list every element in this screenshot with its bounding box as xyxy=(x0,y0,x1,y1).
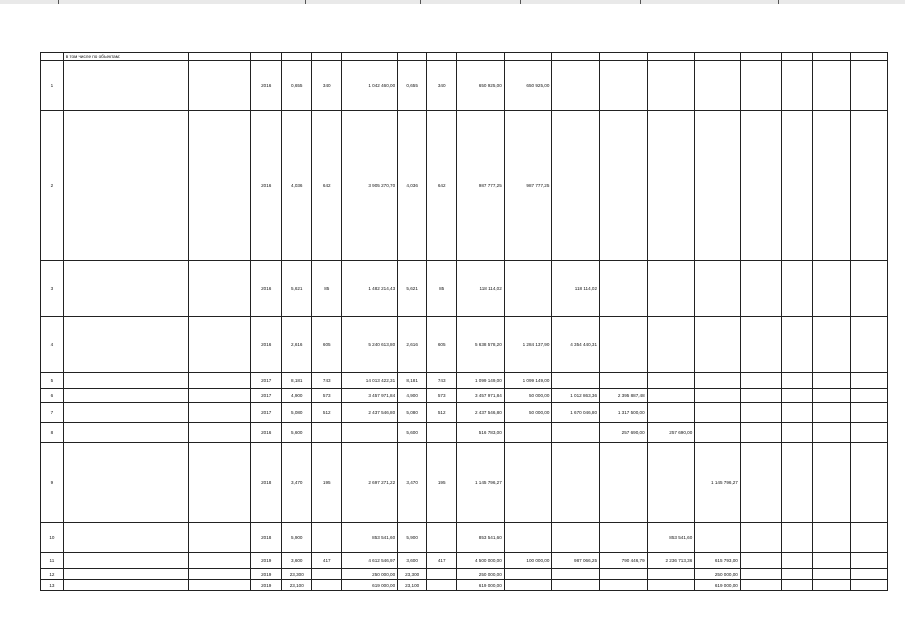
cell-a2: 23,100 xyxy=(398,580,427,591)
cell-num: 9 xyxy=(41,443,64,523)
cell-num: 13 xyxy=(41,580,64,591)
table-row xyxy=(41,443,888,523)
cell-f2: 118 114,02 xyxy=(552,261,600,317)
cell-a: 4,036 xyxy=(282,111,312,261)
cell-f7 xyxy=(782,317,813,373)
cell-a2: 4,036 xyxy=(398,111,427,261)
cell-docs xyxy=(189,553,251,569)
cell-f3: 2 395 887,48 xyxy=(600,389,648,403)
cell-cost: 4 612 546,97 xyxy=(342,553,398,569)
cell-docs xyxy=(189,373,251,389)
cell-a: 3,600 xyxy=(282,553,312,569)
cell-f1 xyxy=(504,580,552,591)
cell-b2 xyxy=(427,423,457,443)
cell-year: 2017 xyxy=(251,373,282,389)
cell-b2: 417 xyxy=(427,553,457,569)
cell-f9 xyxy=(850,423,887,443)
cell-b: 605 xyxy=(312,317,342,373)
cell-f5: 250 000,00 xyxy=(695,569,741,580)
cell-f7 xyxy=(782,61,813,111)
cell-f9 xyxy=(850,61,887,111)
cell-f4 xyxy=(647,443,695,523)
table-body xyxy=(41,61,888,591)
cell-total: 2 437 546,80 xyxy=(457,403,505,423)
cell-f3 xyxy=(600,569,648,580)
cell-b2 xyxy=(427,523,457,553)
cell-name xyxy=(63,261,188,317)
cell-f9 xyxy=(850,523,887,553)
cell-b: 85 xyxy=(312,261,342,317)
cell-f7 xyxy=(782,423,813,443)
cell-name xyxy=(63,553,188,569)
cell-f8 xyxy=(813,403,850,423)
cell-docs xyxy=(189,443,251,523)
cell-b: 642 xyxy=(312,111,342,261)
cell-f7 xyxy=(782,111,813,261)
cell-f6 xyxy=(740,553,781,569)
cell-f6 xyxy=(740,569,781,580)
cell-f6 xyxy=(740,423,781,443)
cell-docs xyxy=(189,111,251,261)
cell-f4: 257 690,00 xyxy=(647,423,695,443)
cell-b: 417 xyxy=(312,553,342,569)
cell-name xyxy=(63,373,188,389)
cell-f1 xyxy=(504,443,552,523)
cell-f7 xyxy=(782,373,813,389)
edge-tick xyxy=(640,0,641,4)
cell-f4 xyxy=(647,569,695,580)
table-row xyxy=(41,423,888,443)
cell-f2: 1 670 046,80 xyxy=(552,403,600,423)
table-row xyxy=(41,389,888,403)
cell-name xyxy=(63,443,188,523)
cell-year: 2019 xyxy=(251,553,282,569)
cell-f6 xyxy=(740,317,781,373)
table-row xyxy=(41,61,888,111)
cell-num: 3 xyxy=(41,261,64,317)
cell-b2: 605 xyxy=(427,317,457,373)
cell-f3: 257 690,00 xyxy=(600,423,648,443)
cell-f1 xyxy=(504,523,552,553)
cell-f6 xyxy=(740,373,781,389)
cell-total: 650 925,00 xyxy=(457,61,505,111)
cell-f3 xyxy=(600,523,648,553)
cell-a: 5,900 xyxy=(282,523,312,553)
table-row xyxy=(41,403,888,423)
cell-name xyxy=(63,61,188,111)
cell-a2: 8,181 xyxy=(398,373,427,389)
cell-f9 xyxy=(850,569,887,580)
cell-b2: 743 xyxy=(427,373,457,389)
cell-a: 2,616 xyxy=(282,317,312,373)
cell-a: 8,181 xyxy=(282,373,312,389)
cell-total: 1 145 796,27 xyxy=(457,443,505,523)
cell-f7 xyxy=(782,553,813,569)
cell-f9 xyxy=(850,317,887,373)
cell-f2 xyxy=(552,523,600,553)
cell-total: 853 541,60 xyxy=(457,523,505,553)
cell-a: 23,100 xyxy=(282,580,312,591)
cell-b2: 642 xyxy=(427,111,457,261)
edge-tick xyxy=(778,0,779,4)
cell-f8 xyxy=(813,61,850,111)
table-row xyxy=(41,553,888,569)
cell-name xyxy=(63,317,188,373)
cell-cost: 250 000,00 xyxy=(342,569,398,580)
cell-cost: 1 042 460,00 xyxy=(342,61,398,111)
cell-docs xyxy=(189,403,251,423)
cell-f3 xyxy=(600,580,648,591)
cell-f9 xyxy=(850,403,887,423)
cell-num: 1 xyxy=(41,61,64,111)
cell-f2 xyxy=(552,61,600,111)
cell-f8 xyxy=(813,389,850,403)
cell-f2: 1 012 863,36 xyxy=(552,389,600,403)
cell-year: 2018 xyxy=(251,523,282,553)
cell-a: 5,080 xyxy=(282,403,312,423)
cell-b: 512 xyxy=(312,403,342,423)
table-row xyxy=(41,111,888,261)
cell-f5: 615 793,00 xyxy=(695,553,741,569)
cell-b2: 195 xyxy=(427,443,457,523)
cell-b: 743 xyxy=(312,373,342,389)
cell-total: 3 457 971,84 xyxy=(457,389,505,403)
cell-f2 xyxy=(552,373,600,389)
cell-f7 xyxy=(782,261,813,317)
cell-total: 118 114,02 xyxy=(457,261,505,317)
cell-f2 xyxy=(552,423,600,443)
cell-num: 6 xyxy=(41,389,64,403)
cell-num: 2 xyxy=(41,111,64,261)
cell-year: 2017 xyxy=(251,403,282,423)
cell-f2 xyxy=(552,111,600,261)
cell-f8 xyxy=(813,443,850,523)
cell-f8 xyxy=(813,569,850,580)
cell-f1: 1 284 137,90 xyxy=(504,317,552,373)
cell-f5: 1 145 796,27 xyxy=(695,443,741,523)
cell-a: 23,300 xyxy=(282,569,312,580)
cell-f1: 1 099 149,00 xyxy=(504,373,552,389)
cell-num: 10 xyxy=(41,523,64,553)
cell-f7 xyxy=(782,523,813,553)
cell-num: 7 xyxy=(41,403,64,423)
cell-year: 2016 xyxy=(251,317,282,373)
cell-num: 5 xyxy=(41,373,64,389)
cell-f7 xyxy=(782,569,813,580)
cell-f2 xyxy=(552,580,600,591)
cell-f9 xyxy=(850,261,887,317)
cell-b2: 573 xyxy=(427,389,457,403)
cell-f3 xyxy=(600,373,648,389)
cell-total: 5 638 578,20 xyxy=(457,317,505,373)
cell-a2: 23,300 xyxy=(398,569,427,580)
cell-f1: 50 000,00 xyxy=(504,389,552,403)
cell-f4 xyxy=(647,261,695,317)
cell-docs xyxy=(189,569,251,580)
cell-name xyxy=(63,389,188,403)
cell-docs xyxy=(189,580,251,591)
table-row xyxy=(41,569,888,580)
cell-f8 xyxy=(813,580,850,591)
cell-a: 5,621 xyxy=(282,261,312,317)
cell-cost: 619 000,00 xyxy=(342,580,398,591)
cell-docs xyxy=(189,423,251,443)
cell-b: 573 xyxy=(312,389,342,403)
cell-f9 xyxy=(850,553,887,569)
cell-num: 4 xyxy=(41,317,64,373)
cell-f2: 4 354 440,31 xyxy=(552,317,600,373)
cell-total: 4 500 000,00 xyxy=(457,553,505,569)
cell-num: 12 xyxy=(41,569,64,580)
cell-f4 xyxy=(647,317,695,373)
cell-a2: 5,621 xyxy=(398,261,427,317)
cell-f2: 987 066,25 xyxy=(552,553,600,569)
table-row xyxy=(41,523,888,553)
cell-a: 0,655 xyxy=(282,61,312,111)
cell-f8 xyxy=(813,261,850,317)
cell-year: 2019 xyxy=(251,569,282,580)
cell-f4 xyxy=(647,373,695,389)
cell-f3: 1 317 500,00 xyxy=(600,403,648,423)
cell-year: 2017 xyxy=(251,389,282,403)
cell-total: 250 000,00 xyxy=(457,569,505,580)
table-row xyxy=(41,373,888,389)
cell-cost xyxy=(342,423,398,443)
cell-a2: 5,600 xyxy=(398,423,427,443)
cell-f1 xyxy=(504,423,552,443)
cell-f9 xyxy=(850,389,887,403)
cell-f9 xyxy=(850,443,887,523)
table-row xyxy=(41,317,888,373)
cell-f8 xyxy=(813,553,850,569)
cell-b2 xyxy=(427,569,457,580)
cell-f1: 100 000,00 xyxy=(504,553,552,569)
cell-f8 xyxy=(813,317,850,373)
cell-f8 xyxy=(813,423,850,443)
cell-f4 xyxy=(647,580,695,591)
cell-year: 2018 xyxy=(251,443,282,523)
cell-cost: 14 013 422,31 xyxy=(342,373,398,389)
cell-f2 xyxy=(552,443,600,523)
cell-f5 xyxy=(695,61,741,111)
cell-a2: 0,655 xyxy=(398,61,427,111)
cell-docs xyxy=(189,389,251,403)
cell-f5 xyxy=(695,261,741,317)
cell-b xyxy=(312,580,342,591)
cell-year: 2016 xyxy=(251,61,282,111)
table-row xyxy=(41,580,888,591)
cell-f7 xyxy=(782,580,813,591)
cell-f5 xyxy=(695,523,741,553)
cell-b2: 340 xyxy=(427,61,457,111)
cell-b2 xyxy=(427,580,457,591)
cell-f4 xyxy=(647,61,695,111)
cell-name xyxy=(63,111,188,261)
table-row xyxy=(41,261,888,317)
cell-f5 xyxy=(695,423,741,443)
cell-num: 8 xyxy=(41,423,64,443)
cell-f6 xyxy=(740,443,781,523)
cell-year: 2016 xyxy=(251,111,282,261)
cell-a: 4,900 xyxy=(282,389,312,403)
cell-f4 xyxy=(647,389,695,403)
cell-f7 xyxy=(782,389,813,403)
cell-f8 xyxy=(813,373,850,389)
cell-f4: 2 236 713,36 xyxy=(647,553,695,569)
cell-f6 xyxy=(740,111,781,261)
cell-b: 195 xyxy=(312,443,342,523)
cell-cost: 1 482 214,43 xyxy=(342,261,398,317)
cell-b xyxy=(312,523,342,553)
cell-a2: 4,900 xyxy=(398,389,427,403)
cell-f3 xyxy=(600,443,648,523)
cell-docs xyxy=(189,261,251,317)
cell-f8 xyxy=(813,523,850,553)
cell-f9 xyxy=(850,580,887,591)
edge-tick xyxy=(420,0,421,4)
cell-f5 xyxy=(695,373,741,389)
cell-f5: 619 000,00 xyxy=(695,580,741,591)
cell-a2: 5,080 xyxy=(398,403,427,423)
cell-name xyxy=(63,569,188,580)
cell-a: 3,470 xyxy=(282,443,312,523)
cell-f5 xyxy=(695,317,741,373)
section-header-row xyxy=(41,53,888,61)
cell-f6 xyxy=(740,61,781,111)
cell-cost: 3 905 270,70 xyxy=(342,111,398,261)
cell-f6 xyxy=(740,389,781,403)
cell-f5 xyxy=(695,389,741,403)
section-label: в том числе по объектам: xyxy=(63,53,188,61)
cell-docs xyxy=(189,61,251,111)
cell-f1 xyxy=(504,569,552,580)
cell-a2: 2,616 xyxy=(398,317,427,373)
cell-f1: 650 925,00 xyxy=(504,61,552,111)
cell-f4 xyxy=(647,403,695,423)
cell-f3: 790 446,79 xyxy=(600,553,648,569)
cell-b2: 512 xyxy=(427,403,457,423)
cell-a: 5,600 xyxy=(282,423,312,443)
cell-year: 2016 xyxy=(251,423,282,443)
cell-f7 xyxy=(782,403,813,423)
cell-f1: 50 000,00 xyxy=(504,403,552,423)
cell-f6 xyxy=(740,580,781,591)
top-edge-strip xyxy=(0,0,905,4)
edge-tick xyxy=(520,0,521,4)
cell-total: 619 000,00 xyxy=(457,580,505,591)
cell-f9 xyxy=(850,373,887,389)
cell-a2: 3,600 xyxy=(398,553,427,569)
cell-f6 xyxy=(740,261,781,317)
cell-cost: 5 240 613,80 xyxy=(342,317,398,373)
cell-f3 xyxy=(600,261,648,317)
edge-tick xyxy=(305,0,306,4)
cell-cost: 853 541,60 xyxy=(342,523,398,553)
cell-f6 xyxy=(740,403,781,423)
cell-b2: 85 xyxy=(427,261,457,317)
cell-docs xyxy=(189,317,251,373)
cell-a2: 5,900 xyxy=(398,523,427,553)
cell-name xyxy=(63,523,188,553)
cell-f1 xyxy=(504,261,552,317)
cell-year: 2016 xyxy=(251,261,282,317)
cell-f4 xyxy=(647,111,695,261)
cell-cost: 2 437 546,80 xyxy=(342,403,398,423)
cell-b xyxy=(312,569,342,580)
cell-name xyxy=(63,423,188,443)
cell-f5 xyxy=(695,111,741,261)
cell-total: 987 777,25 xyxy=(457,111,505,261)
cell-f1: 987 777,25 xyxy=(504,111,552,261)
cell-f3 xyxy=(600,111,648,261)
cell-total: 1 099 149,00 xyxy=(457,373,505,389)
cell-b: 340 xyxy=(312,61,342,111)
cell-a2: 3,470 xyxy=(398,443,427,523)
cell-name xyxy=(63,580,188,591)
cell-f9 xyxy=(850,111,887,261)
cell-f7 xyxy=(782,443,813,523)
cell-f3 xyxy=(600,61,648,111)
cell-b xyxy=(312,423,342,443)
cell-year: 2019 xyxy=(251,580,282,591)
cell-f8 xyxy=(813,111,850,261)
cell-cost: 3 457 971,84 xyxy=(342,389,398,403)
cell-f2 xyxy=(552,569,600,580)
cell-f5 xyxy=(695,403,741,423)
objects-table xyxy=(40,52,888,591)
cell-f6 xyxy=(740,523,781,553)
edge-tick xyxy=(58,0,59,4)
cell-name xyxy=(63,403,188,423)
cell-total: 516 783,00 xyxy=(457,423,505,443)
cell-cost: 2 697 271,22 xyxy=(342,443,398,523)
cell-f4: 853 541,60 xyxy=(647,523,695,553)
cell-num: 11 xyxy=(41,553,64,569)
cell-f3 xyxy=(600,317,648,373)
cell-docs xyxy=(189,523,251,553)
